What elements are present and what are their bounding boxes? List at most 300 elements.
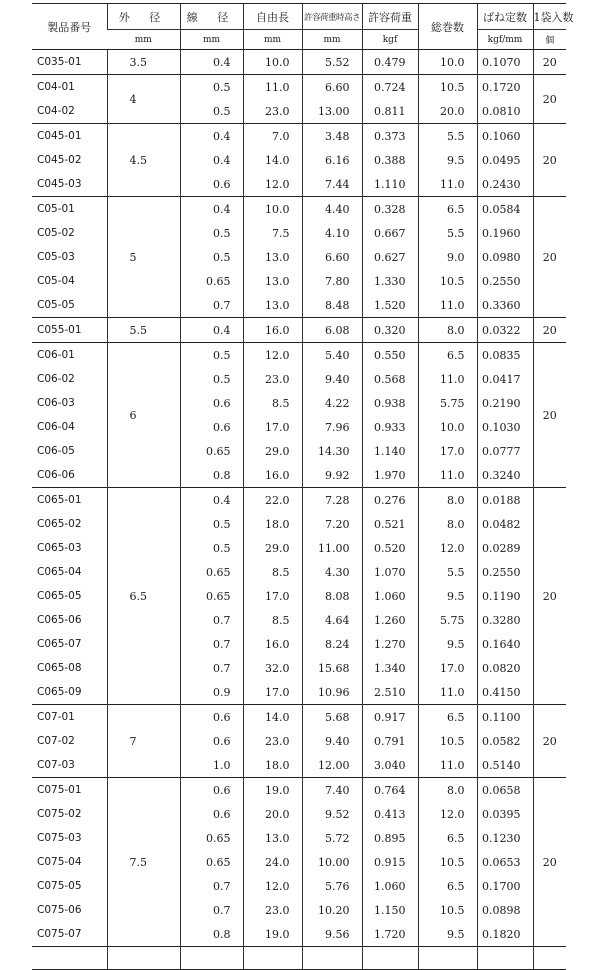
spring-rate: 0.0810 xyxy=(477,99,533,124)
product-code: C05-04 xyxy=(37,275,75,287)
allowable-height: 9.92 xyxy=(302,463,362,488)
free-length: 12.0 xyxy=(243,343,302,368)
total-coils: 9.5 xyxy=(418,922,477,947)
wire-diameter: 0.5 xyxy=(180,245,243,269)
product-code: C05-03 xyxy=(37,251,75,263)
allowable-height: 7.20 xyxy=(302,512,362,536)
spring-group xyxy=(32,488,566,705)
total-coils: 11.0 xyxy=(418,293,477,318)
free-length: 8.5 xyxy=(243,391,302,415)
allowable-load: 0.388 xyxy=(362,148,418,172)
allowable-load: 0.933 xyxy=(362,415,418,439)
allowable-height: 4.22 xyxy=(302,391,362,415)
table-row xyxy=(32,343,566,368)
wire-diameter: 0.7 xyxy=(180,898,243,922)
free-length: 19.0 xyxy=(243,778,302,803)
wire-diameter: 0.6 xyxy=(180,705,243,730)
allowable-height: 7.40 xyxy=(302,778,362,803)
per-bag-qty: 20 xyxy=(533,778,566,947)
spring-rate: 0.0980 xyxy=(477,245,533,269)
allowable-height: 3.48 xyxy=(302,124,362,149)
unit-allowable-height: mm xyxy=(302,30,362,50)
spring-rate: 0.0658 xyxy=(477,778,533,803)
spring-rate: 0.1700 xyxy=(477,874,533,898)
allowable-height: 11.00 xyxy=(302,536,362,560)
spring-group xyxy=(32,705,566,778)
allowable-load: 0.915 xyxy=(362,850,418,874)
table-row xyxy=(32,778,566,803)
free-length: 17.0 xyxy=(243,584,302,608)
free-length: 18.0 xyxy=(243,512,302,536)
spring-rate: 0.0820 xyxy=(477,656,533,680)
outer-diameter: 6.5 xyxy=(107,488,180,705)
wire-diameter: 0.5 xyxy=(180,512,243,536)
allowable-height: 9.40 xyxy=(302,729,362,753)
product-code: C05-02 xyxy=(37,227,75,239)
allowable-load: 1.060 xyxy=(362,874,418,898)
product-code: C065-02 xyxy=(37,518,82,530)
wire-diameter: 0.9 xyxy=(180,680,243,705)
wire-diameter: 0.4 xyxy=(180,488,243,513)
total-coils: 17.0 xyxy=(418,656,477,680)
total-coils: 8.0 xyxy=(418,488,477,513)
product-code: C06-02 xyxy=(37,373,75,385)
product-code: C065-03 xyxy=(37,542,82,554)
product-code: C06-05 xyxy=(37,445,75,457)
spring-spec-sheet xyxy=(32,3,574,970)
free-length: 17.0 xyxy=(243,415,302,439)
per-bag-qty: 20 xyxy=(533,488,566,705)
product-code: C075-03 xyxy=(37,832,82,844)
product-code: C06-01 xyxy=(37,349,75,361)
free-length: 8.5 xyxy=(243,608,302,632)
wire-diameter: 0.65 xyxy=(180,826,243,850)
free-length: 7.0 xyxy=(243,124,302,149)
spring-rate: 0.0653 xyxy=(477,850,533,874)
wire-diameter: 0.6 xyxy=(180,172,243,197)
wire-diameter: 0.6 xyxy=(180,415,243,439)
per-bag-qty: 20 xyxy=(533,50,566,75)
product-code: C035-01 xyxy=(37,56,82,68)
product-code: C075-07 xyxy=(37,928,82,940)
spring-rate: 0.2550 xyxy=(477,560,533,584)
spring-rate: 0.1100 xyxy=(477,705,533,730)
wire-diameter: 0.5 xyxy=(180,536,243,560)
allowable-load: 0.811 xyxy=(362,99,418,124)
wire-diameter: 0.4 xyxy=(180,148,243,172)
free-length: 18.0 xyxy=(243,753,302,778)
free-length: 23.0 xyxy=(243,367,302,391)
allowable-height: 15.68 xyxy=(302,656,362,680)
allowable-load: 1.520 xyxy=(362,293,418,318)
product-code: C075-06 xyxy=(37,904,82,916)
product-code: C065-01 xyxy=(37,494,82,506)
spring-rate: 0.0322 xyxy=(477,318,533,343)
free-length: 13.0 xyxy=(243,293,302,318)
spring-rate: 0.1720 xyxy=(477,75,533,100)
wire-diameter: 0.4 xyxy=(180,50,243,75)
allowable-load: 0.917 xyxy=(362,705,418,730)
product-code: C07-02 xyxy=(37,735,75,747)
spring-rate: 0.1060 xyxy=(477,124,533,149)
outer-diameter: 4 xyxy=(107,75,180,124)
allowable-height: 8.08 xyxy=(302,584,362,608)
free-length: 14.0 xyxy=(243,148,302,172)
spring-group xyxy=(32,75,566,124)
product-code: C06-04 xyxy=(37,421,75,433)
allowable-load: 0.373 xyxy=(362,124,418,149)
allowable-load: 0.479 xyxy=(362,50,418,75)
wire-diameter: 0.7 xyxy=(180,656,243,680)
allowable-height: 6.60 xyxy=(302,75,362,100)
outer-diameter: 4.5 xyxy=(107,124,180,197)
product-code: C05-05 xyxy=(37,299,75,311)
per-bag-qty: 20 xyxy=(533,75,566,124)
table-row xyxy=(32,318,566,343)
wire-diameter: 0.65 xyxy=(180,439,243,463)
product-code: C065-07 xyxy=(37,638,82,650)
allowable-height: 4.10 xyxy=(302,221,362,245)
spring-rate: 0.0417 xyxy=(477,367,533,391)
spring-rate: 0.1070 xyxy=(477,50,533,75)
total-coils: 10.5 xyxy=(418,75,477,100)
allowable-load: 0.568 xyxy=(362,367,418,391)
wire-diameter: 0.5 xyxy=(180,367,243,391)
spring-rate: 0.3280 xyxy=(477,608,533,632)
header-outer-diameter: 外 径 xyxy=(107,4,180,30)
allowable-height: 5.40 xyxy=(302,343,362,368)
allowable-load: 1.340 xyxy=(362,656,418,680)
product-code: C065-06 xyxy=(37,614,82,626)
spring-rate: 0.1960 xyxy=(477,221,533,245)
spring-group xyxy=(32,50,566,75)
free-length: 16.0 xyxy=(243,632,302,656)
product-code: C06-06 xyxy=(37,469,75,481)
wire-diameter: 0.7 xyxy=(180,293,243,318)
spring-group xyxy=(32,318,566,343)
outer-diameter: 3.5 xyxy=(107,50,180,75)
spring-rate: 0.2190 xyxy=(477,391,533,415)
total-coils: 9.5 xyxy=(418,584,477,608)
spring-rate: 0.1030 xyxy=(477,415,533,439)
allowable-load: 0.550 xyxy=(362,343,418,368)
free-length: 16.0 xyxy=(243,463,302,488)
total-coils: 6.5 xyxy=(418,705,477,730)
outer-diameter: 7.5 xyxy=(107,778,180,947)
free-length: 23.0 xyxy=(243,898,302,922)
free-length: 19.0 xyxy=(243,922,302,947)
allowable-load: 0.521 xyxy=(362,512,418,536)
free-length: 32.0 xyxy=(243,656,302,680)
allowable-load: 0.520 xyxy=(362,536,418,560)
per-bag-qty: 20 xyxy=(533,705,566,778)
header-free-length: 自由長 xyxy=(243,4,302,30)
spring-rate: 0.0289 xyxy=(477,536,533,560)
free-length: 13.0 xyxy=(243,245,302,269)
allowable-height: 5.68 xyxy=(302,705,362,730)
product-code: C06-03 xyxy=(37,397,75,409)
total-coils: 5.5 xyxy=(418,124,477,149)
trailing-blank-row xyxy=(32,947,566,970)
allowable-load: 0.667 xyxy=(362,221,418,245)
free-length: 24.0 xyxy=(243,850,302,874)
allowable-height: 10.96 xyxy=(302,680,362,705)
allowable-load: 1.140 xyxy=(362,439,418,463)
free-length: 11.0 xyxy=(243,75,302,100)
header-allowable-height: 許容荷重時高さ xyxy=(302,4,362,30)
product-code: C065-09 xyxy=(37,686,82,698)
allowable-load: 1.070 xyxy=(362,560,418,584)
spring-rate: 0.1820 xyxy=(477,922,533,947)
product-code: C04-01 xyxy=(37,81,75,93)
free-length: 12.0 xyxy=(243,172,302,197)
allowable-height: 10.20 xyxy=(302,898,362,922)
header-wire-diameter: 線 径 xyxy=(180,4,243,30)
per-bag-qty: 20 xyxy=(533,124,566,197)
spring-rate: 0.0777 xyxy=(477,439,533,463)
allowable-load: 2.510 xyxy=(362,680,418,705)
allowable-load: 1.110 xyxy=(362,172,418,197)
allowable-load: 0.938 xyxy=(362,391,418,415)
free-length: 29.0 xyxy=(243,439,302,463)
product-code: C065-05 xyxy=(37,590,82,602)
wire-diameter: 0.5 xyxy=(180,343,243,368)
unit-per-bag: 個 xyxy=(533,30,566,50)
spring-rate: 0.0582 xyxy=(477,729,533,753)
free-length: 10.0 xyxy=(243,197,302,222)
spring-rate: 0.0835 xyxy=(477,343,533,368)
wire-diameter: 0.6 xyxy=(180,391,243,415)
allowable-height: 14.30 xyxy=(302,439,362,463)
total-coils: 5.75 xyxy=(418,608,477,632)
allowable-height: 8.48 xyxy=(302,293,362,318)
product-code: C045-01 xyxy=(37,130,82,142)
unit-spring-rate: kgf/mm xyxy=(477,30,533,50)
wire-diameter: 0.6 xyxy=(180,802,243,826)
total-coils: 5.5 xyxy=(418,221,477,245)
product-code: C065-04 xyxy=(37,566,82,578)
allowable-height: 7.80 xyxy=(302,269,362,293)
product-code: C05-01 xyxy=(37,203,75,215)
free-length: 22.0 xyxy=(243,488,302,513)
total-coils: 6.5 xyxy=(418,874,477,898)
header-total-coils: 総巻数 xyxy=(418,4,477,50)
spring-rate: 0.5140 xyxy=(477,753,533,778)
allowable-height: 10.00 xyxy=(302,850,362,874)
allowable-height: 5.72 xyxy=(302,826,362,850)
allowable-load: 0.627 xyxy=(362,245,418,269)
spring-rate: 0.0188 xyxy=(477,488,533,513)
allowable-load: 1.060 xyxy=(362,584,418,608)
allowable-load: 0.328 xyxy=(362,197,418,222)
total-coils: 10.5 xyxy=(418,850,477,874)
allowable-height: 7.96 xyxy=(302,415,362,439)
allowable-height: 9.56 xyxy=(302,922,362,947)
outer-diameter: 7 xyxy=(107,705,180,778)
spring-group xyxy=(32,778,566,947)
total-coils: 12.0 xyxy=(418,802,477,826)
table-row xyxy=(32,705,566,730)
product-code: C075-02 xyxy=(37,808,82,820)
spring-rate: 0.1230 xyxy=(477,826,533,850)
wire-diameter: 0.65 xyxy=(180,269,243,293)
allowable-load: 0.320 xyxy=(362,318,418,343)
allowable-load: 1.150 xyxy=(362,898,418,922)
total-coils: 11.0 xyxy=(418,680,477,705)
spring-rate: 0.0898 xyxy=(477,898,533,922)
total-coils: 5.5 xyxy=(418,560,477,584)
total-coils: 8.0 xyxy=(418,512,477,536)
total-coils: 6.5 xyxy=(418,197,477,222)
spring-rate: 0.3240 xyxy=(477,463,533,488)
allowable-height: 13.00 xyxy=(302,99,362,124)
product-code: C04-02 xyxy=(37,105,75,117)
total-coils: 11.0 xyxy=(418,172,477,197)
wire-diameter: 0.8 xyxy=(180,922,243,947)
allowable-height: 5.52 xyxy=(302,50,362,75)
allowable-height: 7.44 xyxy=(302,172,362,197)
wire-diameter: 0.4 xyxy=(180,124,243,149)
allowable-height: 7.28 xyxy=(302,488,362,513)
spring-rate: 0.0495 xyxy=(477,148,533,172)
product-code: C075-04 xyxy=(37,856,82,868)
product-code: C07-03 xyxy=(37,759,75,771)
allowable-load: 0.895 xyxy=(362,826,418,850)
allowable-height: 4.30 xyxy=(302,560,362,584)
allowable-load: 0.413 xyxy=(362,802,418,826)
spring-rate: 0.0482 xyxy=(477,512,533,536)
per-bag-qty: 20 xyxy=(533,197,566,318)
per-bag-qty: 20 xyxy=(533,318,566,343)
allowable-height: 9.40 xyxy=(302,367,362,391)
wire-diameter: 0.65 xyxy=(180,850,243,874)
product-code: C075-01 xyxy=(37,784,82,796)
product-code: C045-02 xyxy=(37,154,82,166)
total-coils: 10.0 xyxy=(418,415,477,439)
product-code: C075-05 xyxy=(37,880,82,892)
wire-diameter: 1.0 xyxy=(180,753,243,778)
wire-diameter: 0.4 xyxy=(180,197,243,222)
free-length: 10.0 xyxy=(243,50,302,75)
wire-diameter: 0.8 xyxy=(180,463,243,488)
allowable-load: 1.330 xyxy=(362,269,418,293)
free-length: 23.0 xyxy=(243,99,302,124)
allowable-height: 12.00 xyxy=(302,753,362,778)
total-coils: 20.0 xyxy=(418,99,477,124)
total-coils: 10.5 xyxy=(418,729,477,753)
free-length: 29.0 xyxy=(243,536,302,560)
table-row xyxy=(32,197,566,222)
allowable-height: 5.76 xyxy=(302,874,362,898)
product-code: C065-08 xyxy=(37,662,82,674)
outer-diameter: 6 xyxy=(107,343,180,488)
spring-spec-table xyxy=(32,4,574,969)
unit-allowable-load: kgf xyxy=(362,30,418,50)
unit-wire-diameter: mm xyxy=(180,30,243,50)
wire-diameter: 0.4 xyxy=(180,318,243,343)
wire-diameter: 0.5 xyxy=(180,99,243,124)
spring-rate: 0.0395 xyxy=(477,802,533,826)
free-length: 7.5 xyxy=(243,221,302,245)
free-length: 20.0 xyxy=(243,802,302,826)
free-length: 12.0 xyxy=(243,874,302,898)
table-row xyxy=(32,50,566,75)
total-coils: 5.75 xyxy=(418,391,477,415)
total-coils: 17.0 xyxy=(418,439,477,463)
free-length: 8.5 xyxy=(243,560,302,584)
table-header xyxy=(32,4,574,50)
header-spring-rate: ばね定数 xyxy=(477,4,533,30)
total-coils: 10.5 xyxy=(418,898,477,922)
spring-rate: 0.1640 xyxy=(477,632,533,656)
total-coils: 10.5 xyxy=(418,269,477,293)
allowable-load: 0.276 xyxy=(362,488,418,513)
table-row xyxy=(32,124,566,149)
free-length: 17.0 xyxy=(243,680,302,705)
total-coils: 9.5 xyxy=(418,632,477,656)
wire-diameter: 0.65 xyxy=(180,560,243,584)
allowable-load: 3.040 xyxy=(362,753,418,778)
product-code: C055-01 xyxy=(37,324,82,336)
total-coils: 11.0 xyxy=(418,367,477,391)
total-coils: 6.5 xyxy=(418,826,477,850)
table-row xyxy=(32,488,566,513)
allowable-height: 9.52 xyxy=(302,802,362,826)
free-length: 14.0 xyxy=(243,705,302,730)
allowable-height: 6.16 xyxy=(302,148,362,172)
total-coils: 9.0 xyxy=(418,245,477,269)
header-allowable-load: 許容荷重 xyxy=(362,4,418,30)
outer-diameter: 5 xyxy=(107,197,180,318)
total-coils: 10.0 xyxy=(418,50,477,75)
product-code: C07-01 xyxy=(37,711,75,723)
free-length: 13.0 xyxy=(243,269,302,293)
free-length: 13.0 xyxy=(243,826,302,850)
allowable-load: 1.720 xyxy=(362,922,418,947)
total-coils: 9.5 xyxy=(418,148,477,172)
allowable-load: 0.791 xyxy=(362,729,418,753)
allowable-height: 8.24 xyxy=(302,632,362,656)
header-product-no: 製品番号 xyxy=(47,20,92,34)
wire-diameter: 0.65 xyxy=(180,584,243,608)
spring-rate: 0.3360 xyxy=(477,293,533,318)
allowable-height: 4.40 xyxy=(302,197,362,222)
free-length: 23.0 xyxy=(243,729,302,753)
total-coils: 8.0 xyxy=(418,778,477,803)
allowable-load: 1.260 xyxy=(362,608,418,632)
wire-diameter: 0.5 xyxy=(180,221,243,245)
wire-diameter: 0.6 xyxy=(180,729,243,753)
product-code: C045-03 xyxy=(37,178,82,190)
spring-rate: 0.1190 xyxy=(477,584,533,608)
allowable-height: 6.60 xyxy=(302,245,362,269)
spring-rate: 0.4150 xyxy=(477,680,533,705)
total-coils: 12.0 xyxy=(418,536,477,560)
spring-rate: 0.2550 xyxy=(477,269,533,293)
free-length: 16.0 xyxy=(243,318,302,343)
per-bag-qty: 20 xyxy=(533,343,566,488)
table-row xyxy=(32,75,566,100)
allowable-load: 1.270 xyxy=(362,632,418,656)
wire-diameter: 0.7 xyxy=(180,874,243,898)
spring-group xyxy=(32,124,566,197)
total-coils: 11.0 xyxy=(418,753,477,778)
allowable-height: 6.08 xyxy=(302,318,362,343)
spring-group xyxy=(32,343,566,488)
wire-diameter: 0.5 xyxy=(180,75,243,100)
allowable-load: 0.764 xyxy=(362,778,418,803)
unit-free-length: mm xyxy=(243,30,302,50)
